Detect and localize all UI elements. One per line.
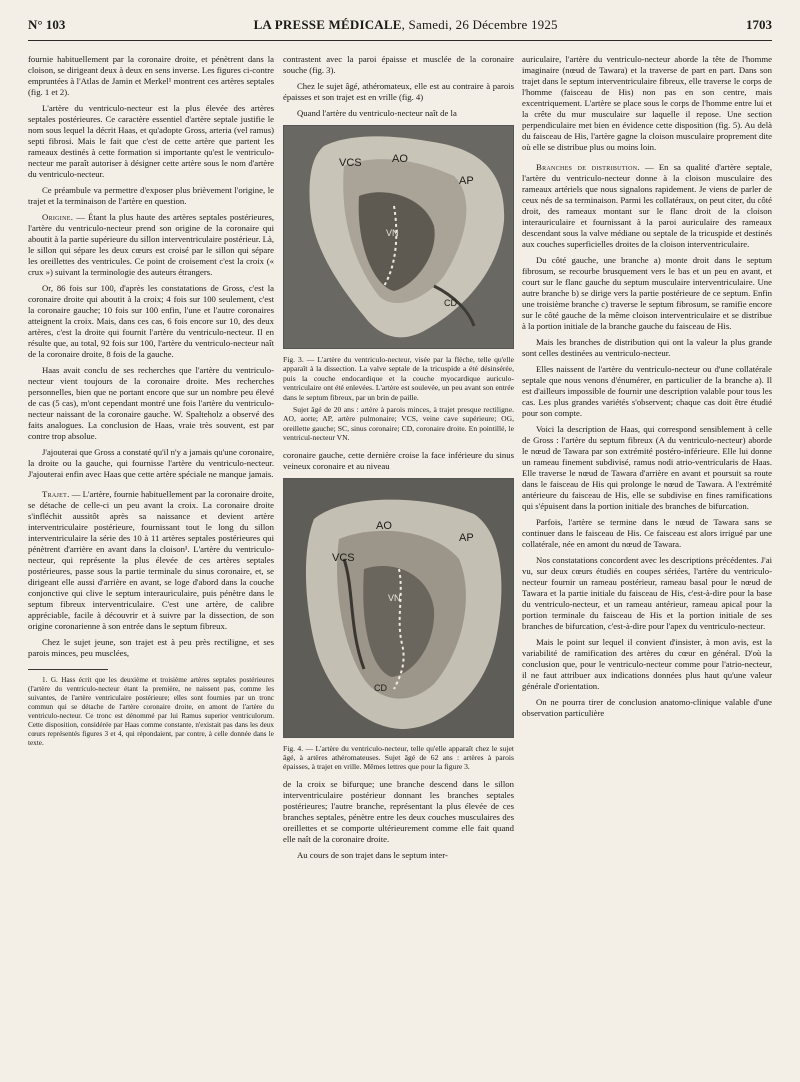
- figure-3-photo: [283, 125, 514, 349]
- paragraph-origine: [28, 212, 274, 278]
- heart-dissection-image: [284, 126, 513, 348]
- paragraph-text: — Étant la plus haute des artères septales postérieures, l'artère du ventriculo-necteur prend son origine de la coronaire qui aboutit à la partie supérieure du sillon interventriculaire postérieur. Là, le sillon qui sépare les deux cœurs est croisé par le sillon qui sépare les oreillettes des ventricules. Ce point de croisement c'est la croix (« crux ») suivant la terminologie des auteurs étrangers.: [28, 212, 274, 277]
- section-heading: Origine.: [42, 212, 74, 222]
- section-heading: Branches de distribution.: [536, 162, 640, 172]
- label-ap: AP: [459, 175, 474, 187]
- paragraph: Nos constatations concordent avec les descriptions précédentes. J'ai vu, sur deux cœurs étudiés en coupes sériées, l'artère du ventriculo-necteur fournir un rameau postérieur, rameau basal pour le nœud de Tawara et la partie initiale du faisceau de His, c'est-à-dire pour la base du ventriculo-necteur, et un rameau antérieur, rameau apical pour la portion terminale du faisceau de His et la portion initiale de ses branches de bifurcation, c'est-à-dire pour l'apex du ventriculo-necteur.: [522, 555, 772, 631]
- paragraph: Au cours de son trajet dans le septum inter-: [297, 849, 448, 860]
- paragraph: Haas avait conclu de ses recherches que l'artère du ventriculo-necteur vient toujours de la coronaire droite. Mes recherches personnelles, bien que ne portant encore que sur un nombre peu élevé de cas (5 cas), m'ont cependant montré une fois l'artère du ventriculo-necteur naissant de la coronaire gauche. W. Spalteholz a observé des faits analogues. La conclusion de Haas, vraie très souvent, est par contre trop absolue.: [28, 365, 274, 441]
- label-vcs: VCS: [332, 551, 355, 564]
- paragraph-branches: [522, 162, 772, 250]
- paragraph: Or, 86 fois sur 100, d'après les constatations de Gross, c'est la coronaire droite qui aboutit à la croix; 4 fois sur 100 seulement, c'est la coronaire gauche; 10 fois sur 100 enfin, l'une et l'autre coronaires atteignent la croix. Mais, dans ces cas, 6 fois encore sur 10, des deux artères, c'est la droite qui fournit l'artère du ventriculo-necteur. Il en résulte que, au total, 92 fois sur 100, l'artère du ventriculo-necteur naît de la coronaire droite, 8 fois de la gauche.: [28, 283, 274, 359]
- label-cd: CD: [374, 682, 387, 693]
- label-ap: AP: [459, 531, 474, 544]
- section-heading: Trajet.: [42, 489, 70, 499]
- page-header: [28, 10, 772, 41]
- paragraph: Chez le sujet jeune, son trajet est à peu près rectiligne, et ses parois minces, peu musclées,: [28, 637, 274, 658]
- paragraph: auriculaire, l'artère du ventriculo-necteur aborde la tête de l'homme imaginaire (nœud de Tawara) et la traverse de part en part. Dans son trajet dans le septum interventriculaire fibreux, elle traverse le corps de l'homme (faisceau de His) non pas en son centre, mais excentriquement. L'artère se place sous le corps de l'homme entre lui et la crête du mur musculaire sur laquelle il repose. Une section perpendiculaire met bien en évidence cette disposition (fig. 5). Au delà du faisceau de His, l'artère gagne la cloison musculaire proprement dite où elle se distribue plus ou moins loin.: [522, 54, 772, 152]
- paragraph: Du côté gauche, une branche a) monte droit dans le septum fibrosum, se recourbe brusquement vers le bas et un peu en avant, et court sur le flanc gauche du septum musculaire interventriculaire. Une autre branche b) se dirige vers la partie postérieure de ce septum. Enfin une troisième branche c) traverse le septum fibrosum, se ramifie encore sur le côté gauche de la même cloison interventriculaire et se distribue à la portion initiale de la branche gauche du faisceau de His.: [522, 255, 772, 331]
- paragraph: fournie habituellement par la coronaire droite, et pénètrent dans la cloison, se dirigeant deux à deux en sens inverse. Les figures ci-contre empruntées à l'Atlas de Jamin et Merkel¹ montrent ces artères septales (fig. 1 et 2).: [28, 54, 274, 97]
- paragraph: Mais les branches de distribution qui ont la valeur la plus grande sont celles destinées au ventriculo-necteur.: [522, 337, 772, 358]
- paragraph-text: — L'artère, fournie habituellement par la coronaire droite, se détache de celle-ci un peu avant la croix. La coronaire droite s'infléchit aussitôt après sa naissance et devient artère interventriculaire postérieure, fournissant tout le long du sillon interventriculaire la série des 10 à 11 artères septales postérieures qui pénètrent d'arrière en avant dans la cloison¹. L'artère du ventriculo-necteur, qui représente la plus élevée de ces artères septales postérieures, passe sous la partie terminale du sinus coronaire, et, se dirigeant elle aussi d'arrière en avant, se loge d'abord dans la couche conjonctive qui clive le septum interauriculaire, puis pénètre dans le septum fibreux interventriculaire. C'est une artère, de calibre appréciable, facile à découvrir et à suivre par la dissection, de son origine coronarienne à son entrée dans le septum fibreux.: [28, 489, 274, 631]
- paragraph: coronaire gauche, cette dernière croise la face inférieure du sinus veineux coronaire et au niveau: [283, 449, 514, 471]
- paragraph: Elles naissent de l'artère du ventriculo-necteur ou d'une collatérale septale que nous venons d'énumérer, en particulier de la branche a). Il est d'ailleurs impossible de fournir une description valable pour tous les cas. Les plus grandes variétés s'observent; chaque cas doit être étudié pour son compte.: [522, 364, 772, 418]
- label-ao: AO: [392, 153, 408, 165]
- label-ao: AO: [376, 519, 392, 532]
- label-vn: VN: [386, 228, 399, 238]
- label-vn: VN: [388, 592, 401, 603]
- paragraph: Quand l'artère du ventriculo-necteur naît de la: [297, 108, 457, 118]
- paragraph: Ce préambule va permettre d'exposer plus brièvement l'origine, le trajet et la terminaison de l'artère en question.: [28, 185, 274, 206]
- caption-subtext: Sujet âgé de 20 ans : artère à parois minces, à trajet presque rectiligne. AO, aorte; AP, artère pulmonaire; VCS, veine cave supérieure; OG, oreillette gauche; SC, sinus coronaire; CD, coronaire droite. En pointillé, le ventricul-necteur VN.: [283, 405, 514, 443]
- column-right: [522, 54, 772, 724]
- label-vcs: VCS: [339, 157, 362, 169]
- journal-name: LA PRESSE MÉDICALE: [253, 17, 402, 32]
- heart-dissection-image: [284, 479, 513, 737]
- caption-text: Fig. 3. — L'artère du ventriculo-necteur, visée par la flèche, telle qu'elle apparaît à la dissection. La valve septale de la tricuspide a été désinsérée, puis la couche endocardique et la couche myocardique auriculo-ventriculaire ont été enlevées. L'artère est soulevée, un peu avant son entrée dans le septum fibreux, par un brin de paille.: [283, 355, 514, 402]
- paragraph: J'ajouterai que Gross a constaté qu'il n'y a jamais qu'une coronaire, la droite ou la gauche, qui fournisse l'artère du ventriculo-necteur. J'ajouterai enfin avec Haas que cette artère spéciale ne manque jamais.: [28, 447, 274, 479]
- paragraph: Voici la description de Haas, qui correspond sensiblement à celle de Gross : l'artère du septum fibreux (A du ventriculo-necteur) aborde le nœud de Tawara par son extrémité postéro-inférieure. Elle lui donne un rameau finement subdivisé, ramus nodi atrio-ventricularis de Haas. Elle traverse le nœud de Tawara d'arrière en avant et poursuit sa route dans le faisceau de His qui prolonge le nœud de Tawara. A l'extrémité antérieure du faisceau de His, elle se subdivise en fines ramifications qui s'épuisent dans la portion initiale des branches de bifurcation.: [522, 424, 772, 511]
- journal-title: [254, 17, 558, 33]
- paragraph: de la croix se bifurque; une branche descend dans le sillon interventriculaire postérieur donnant les branches septales postérieures; l'autre branche, représentant la plus élevée de ces branches septales, pénètre entre les deux couches musculaires des oreillettes et se comporte ultérieurement comme elle fait quand elle naît de la coronaire droite.: [283, 778, 514, 844]
- page-number-right: 1703: [745, 17, 772, 32]
- column-middle: [283, 54, 514, 866]
- figure-3-caption: [283, 355, 514, 443]
- figure-4-caption: Fig. 4. — L'artère du ventriculo-necteur, telle qu'elle apparaît chez le sujet âgé, à artères athéromateuses. Sujet âgé de 62 ans : artères à parois épaisses, à trajet en vrille. Mêmes lettres que pour la figure 3.: [283, 743, 514, 772]
- paragraph: Parfois, l'artère se termine dans le nœud de Tawara sans se continuer dans le faisceau de His. Ce faisceau est alors irrigué par une collatérale, née en amont du nœud de Tawara.: [522, 517, 772, 549]
- paragraph: Mais le point sur lequel il convient d'insister, à mon avis, est la variabilité de ramification des artères du cœur en général. D'où la conclusion que, pour le ventriculo-necteur comme pour l'atrio-necteur, il ne faut attribuer aux indications données plus haut qu'une valeur générale d'orientation.: [522, 637, 772, 691]
- paragraph: On ne pourra tirer de conclusion anatomo-clinique valable d'une observation particulière: [522, 697, 772, 718]
- issue-date: , Samedi, 26 Décembre 1925: [401, 17, 558, 32]
- paragraph: Chez le sujet âgé, athéromateux, elle est au contraire à parois épaisses et son trajet est en vrille (fig. 4): [283, 81, 514, 102]
- figure-4-photo: [283, 478, 514, 738]
- footnote: 1. G. Hass écrit que les deuxième et troisième artères septales postérieures (l'artère du ventriculo-necteur étant la première, ne naissent pas, comme les suivantes, de l'artère ventriculaire postérieure; elles sont fournies par un tronc commun qui se détache de l'artère coronaire droite, en amont de l'artère du ventriculo-necteur. Ce tronc est dénommé par lui Ramus superior ventriculorum. Cette disposition, considérée par Haas comme constante, n'existait pas dans les deux cœurs représentés figures 3 et 4, qui répondaient, par contre, à celle donnée dans le texte.: [28, 676, 274, 747]
- footnote-divider: [28, 669, 108, 670]
- page-number-left: N° 103: [28, 17, 66, 32]
- label-cd: CD: [444, 298, 457, 308]
- paragraph-text: — En sa qualité d'artère septale, l'artère du ventriculo-necteur donne à la cloison musculaire des rameaux artériels que nous signalons rapidement. Je viens de parler de ceux nés de sa terminaison. Parmi les collatéraux, on peut citer, du côté droit, des rameaux montant sur le flanc droit de la cloison interauriculaire et fournissant à la paroi auriculaire des rameaux descendant sous la valve médiane ou septale de la tricuspide et destinés aux couches superficielles droites de la cloison interventriculaire.: [522, 162, 773, 249]
- column-left: [28, 54, 274, 753]
- paragraph: contrastent avec la paroi épaisse et musclée de la coronaire souche (fig. 3).: [283, 54, 514, 75]
- paragraph: L'artère du ventriculo-necteur est la plus élevée des artères septales postérieures. Ce caractère essentiel d'artère septale justifie le nom sous lequel la décrit Haas, et qu'adopte Gross, arteria (vel ramus) septi fibrosi. Mais le fait que c'est de cette artère que partent les rameaux destinés à cette formation si importante qu'est le ventriculo-necteur me paraît autoriser à désigner cette artère sous le nom d'artère du ventriculo-necteur.: [28, 103, 274, 179]
- paragraph-trajet: [28, 489, 274, 632]
